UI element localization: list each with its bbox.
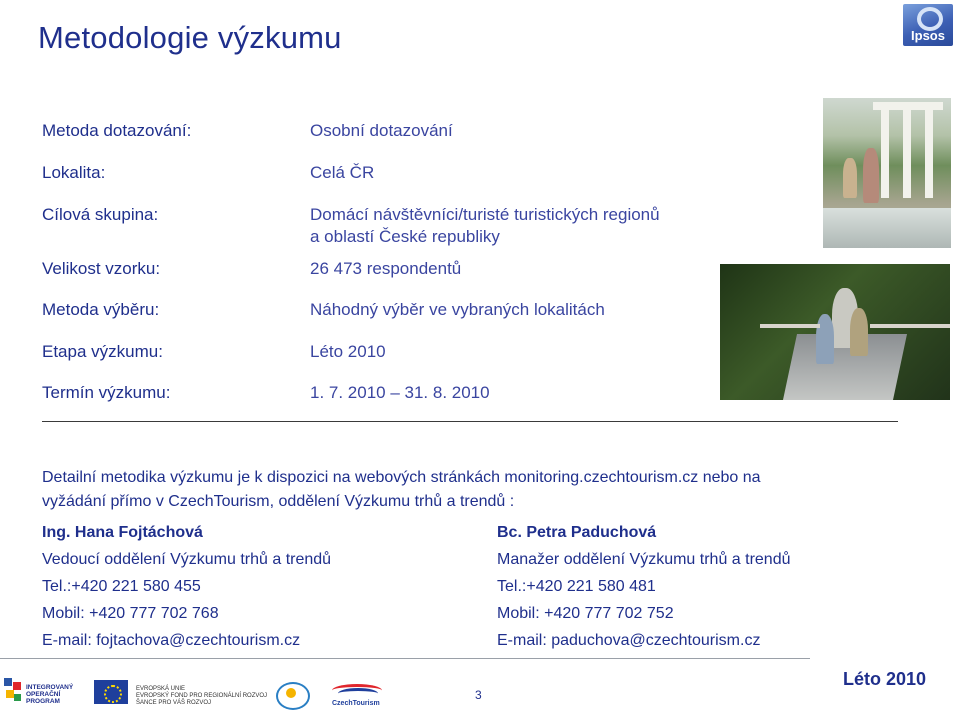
contact-2-name: Bc. Petra Paduchová [497,524,657,541]
details-line-1: Detailní metodika výzkumu je k dispozici na webových stránkách monitoring.czechtourism.cz nebo na [42,469,761,486]
details-paragraph [42,466,902,514]
regional-development-emblem-icon [272,680,312,710]
phase-label: Etapa výzkumu: [42,342,163,361]
footer-season: Léto 2010 [843,669,927,689]
footer-divider [0,658,810,659]
eu-line-2: EVROPSKÝ FOND PRO REGIONÁLNÍ ROZVOJ [136,693,268,699]
target-group-label: Cílová skupina: [42,205,159,224]
details-line-2: vyžádání přímo v CzechTourism, oddělení Výzkumu trhů a trendů : [42,493,515,510]
page-number: 3 [475,688,482,702]
contact-1-email[interactable]: E-mail: fojtachova@czechtourism.cz [42,632,301,649]
eu-line-1: EVROPSKÁ UNIE [136,686,186,692]
contact-1-role: Vedoucí oddělení Výzkumu trhů a trendů [42,551,332,568]
czechtourism-logo-text: CzechTourism [332,700,380,707]
selection-method-label: Metoda výběru: [42,300,160,319]
sample-size-label: Velikost vzorku: [42,259,161,278]
spa-colonnade-photo [823,98,951,248]
term-label: Termín výzkumu: [42,383,171,402]
contact-1-name: Ing. Hana Fojtáchová [42,524,203,541]
page-title: Metodologie výzkumu [38,20,342,55]
iop-line-2: OPERAČNÍ [26,691,61,698]
eu-logo-text [136,686,267,707]
contact-2-tel: Tel.:+420 221 580 481 [497,578,656,595]
iop-logo-text [26,684,73,705]
contact-1-mobile: Mobil: +420 777 702 768 [42,605,219,622]
iop-emblem-icon [4,678,22,710]
method-label: Metoda dotazování: [42,121,192,140]
ipsos-logo-text: Ipsos [911,28,945,43]
czechtourism-logo [328,680,386,710]
target-group-value-line1: Domácí návštěvníci/turisté turistických regionů [310,205,660,224]
eu-line-3: ŠANCE PRO VÁŠ ROZVOJ [136,700,212,706]
contact-2-mobile: Mobil: +420 777 702 752 [497,605,674,622]
iop-line-1: INTEGROVANÝ [26,684,74,691]
location-label: Lokalita: [42,163,106,182]
method-value: Osobní dotazování [310,121,453,140]
location-value: Celá ČR [310,163,375,182]
sample-size-value: 26 473 respondentů [310,259,462,278]
term-value: 1. 7. 2010 – 31. 8. 2010 [310,383,490,402]
phase-value: Léto 2010 [310,342,386,361]
contact-2-role: Manažer oddělení Výzkumu trhů a trendů [497,551,791,568]
forest-bridge-photo [720,264,950,400]
contact-2-email[interactable]: E-mail: paduchova@czechtourism.cz [497,632,761,649]
contact-1-tel: Tel.:+420 221 580 455 [42,578,201,595]
target-group-value-line2: a oblastí České republiky [310,227,500,246]
ipsos-logo [903,4,953,46]
selection-method-value: Náhodný výběr ve vybraných lokalitách [310,300,605,319]
section-divider [42,421,898,422]
eu-flag-icon [94,680,128,704]
iop-line-3: PROGRAM [26,698,60,705]
